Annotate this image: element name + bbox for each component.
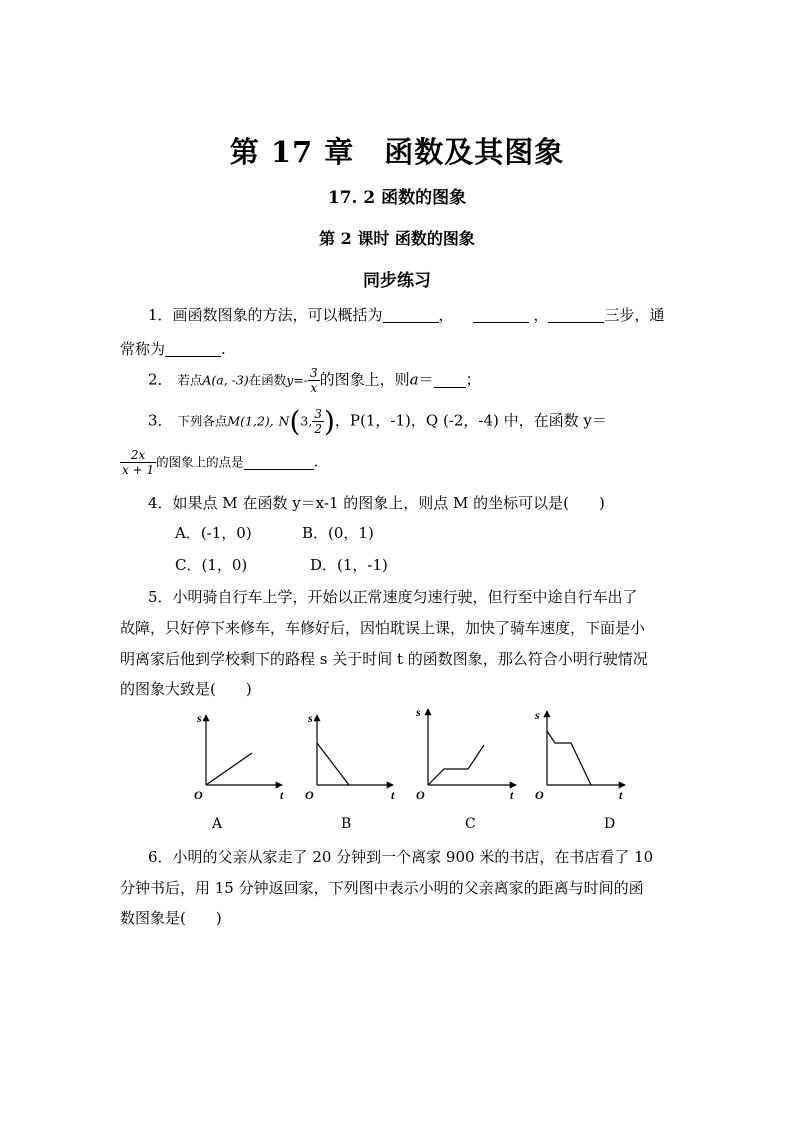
question-4: 4．如果点 M 在函数 y＝x-1 的图象上，则点 M 的坐标可以是( ) [148, 494, 605, 512]
answer-blank[interactable] [434, 371, 466, 388]
section-title: 17. 2 函数的图象 [327, 188, 467, 208]
practice-heading: 同步练习 [363, 271, 431, 291]
option-a[interactable]: A．(-1，0) [175, 524, 252, 542]
graph-b[interactable] [305, 711, 395, 802]
question-5-line-2: 故障，只好停下来修车，车修好后，因怕耽误上课，加快了骑车速度，下面是小 [120, 619, 646, 637]
graph-a[interactable] [194, 711, 284, 802]
question-1-line-2: 常称为 . [120, 340, 226, 358]
question-1-line-1: 1．画函数图象的方法，可以概括为 ， ， 三步，通 [148, 306, 665, 324]
axis-t-label: t [619, 788, 623, 802]
option-b[interactable]: B．(0，1) [302, 524, 374, 542]
question-3-line-2: $\frac{2x}{x + 1}$ 的图象上的点是 . [122, 448, 319, 477]
fraction: $\frac{2x}{x + 1}$ [122, 448, 155, 477]
graph-b-label: B [341, 816, 352, 832]
axis-s-label: s [308, 711, 313, 725]
axis-t-label: t [280, 788, 284, 802]
graph-d-label: D [604, 816, 616, 832]
graph-line [547, 731, 591, 785]
graph-options [190, 705, 640, 805]
question-6-line-1: 6．小明的父亲从家走了 20 分钟到一个离家 900 米的书店，在书店看了 10 [148, 848, 654, 866]
graph-c[interactable] [415, 705, 516, 802]
graph-line [206, 753, 252, 785]
answer-blank[interactable] [165, 340, 221, 357]
graph-c-label: C [465, 816, 476, 832]
question-3-line-1: 3． 下列各点M(1,2), N(3, $\frac{3}{2}$ )，P(1，-1)，Q (-2，-4) 中，在函数 y＝ [148, 405, 607, 438]
axis-s-label: s [535, 708, 540, 722]
axis-t-label: t [391, 788, 395, 802]
option-d[interactable]: D．(1，-1) [310, 556, 388, 574]
graph-d[interactable] [534, 708, 625, 802]
origin-label: O [416, 788, 425, 802]
fraction: $\frac{3}{x}$ [309, 366, 318, 395]
question-5-line-3: 明离家后他到学校剩下的路程 s 关于时间 t 的函数图象，那么符合小明行驶情况 [120, 650, 648, 668]
question-5-line-4: 的图象大致是( ) [120, 680, 252, 698]
fraction: $\frac{3}{2}$ [314, 407, 322, 436]
graph-a-label: A [212, 816, 223, 832]
question-2: 2． 若点A(a, -3)在函数y=- $\frac{3}{x}$ 的图象上，则a＝ ； [148, 366, 481, 395]
origin-label: O [194, 788, 203, 802]
graph-line [428, 745, 484, 785]
axis-s-label: s [197, 711, 202, 725]
lesson-title: 第 2 课时 函数的图象 [319, 229, 475, 248]
answer-blank[interactable] [244, 453, 314, 470]
question-6-line-2: 分钟书后，用 15 分钟返回家，下列图中表示小明的父亲离家的距离与时间的函 [120, 879, 644, 897]
question-6-line-3: 数图象是( ) [120, 909, 222, 927]
origin-label: O [535, 788, 544, 802]
answer-blank[interactable] [473, 306, 529, 323]
axis-t-label: t [510, 788, 514, 802]
answer-blank[interactable] [548, 306, 604, 323]
origin-label: O [305, 788, 314, 802]
question-5-line-1: 5．小明骑自行车上学，开始以正常速度匀速行驶，但行至中途自行车出了 [148, 588, 638, 606]
chapter-title: 第 17 章 函数及其图象 [229, 135, 565, 169]
answer-blank[interactable] [383, 306, 439, 323]
option-c[interactable]: C．(1，0) [175, 556, 248, 574]
axis-s-label: s [416, 705, 421, 719]
graph-line [317, 743, 349, 785]
